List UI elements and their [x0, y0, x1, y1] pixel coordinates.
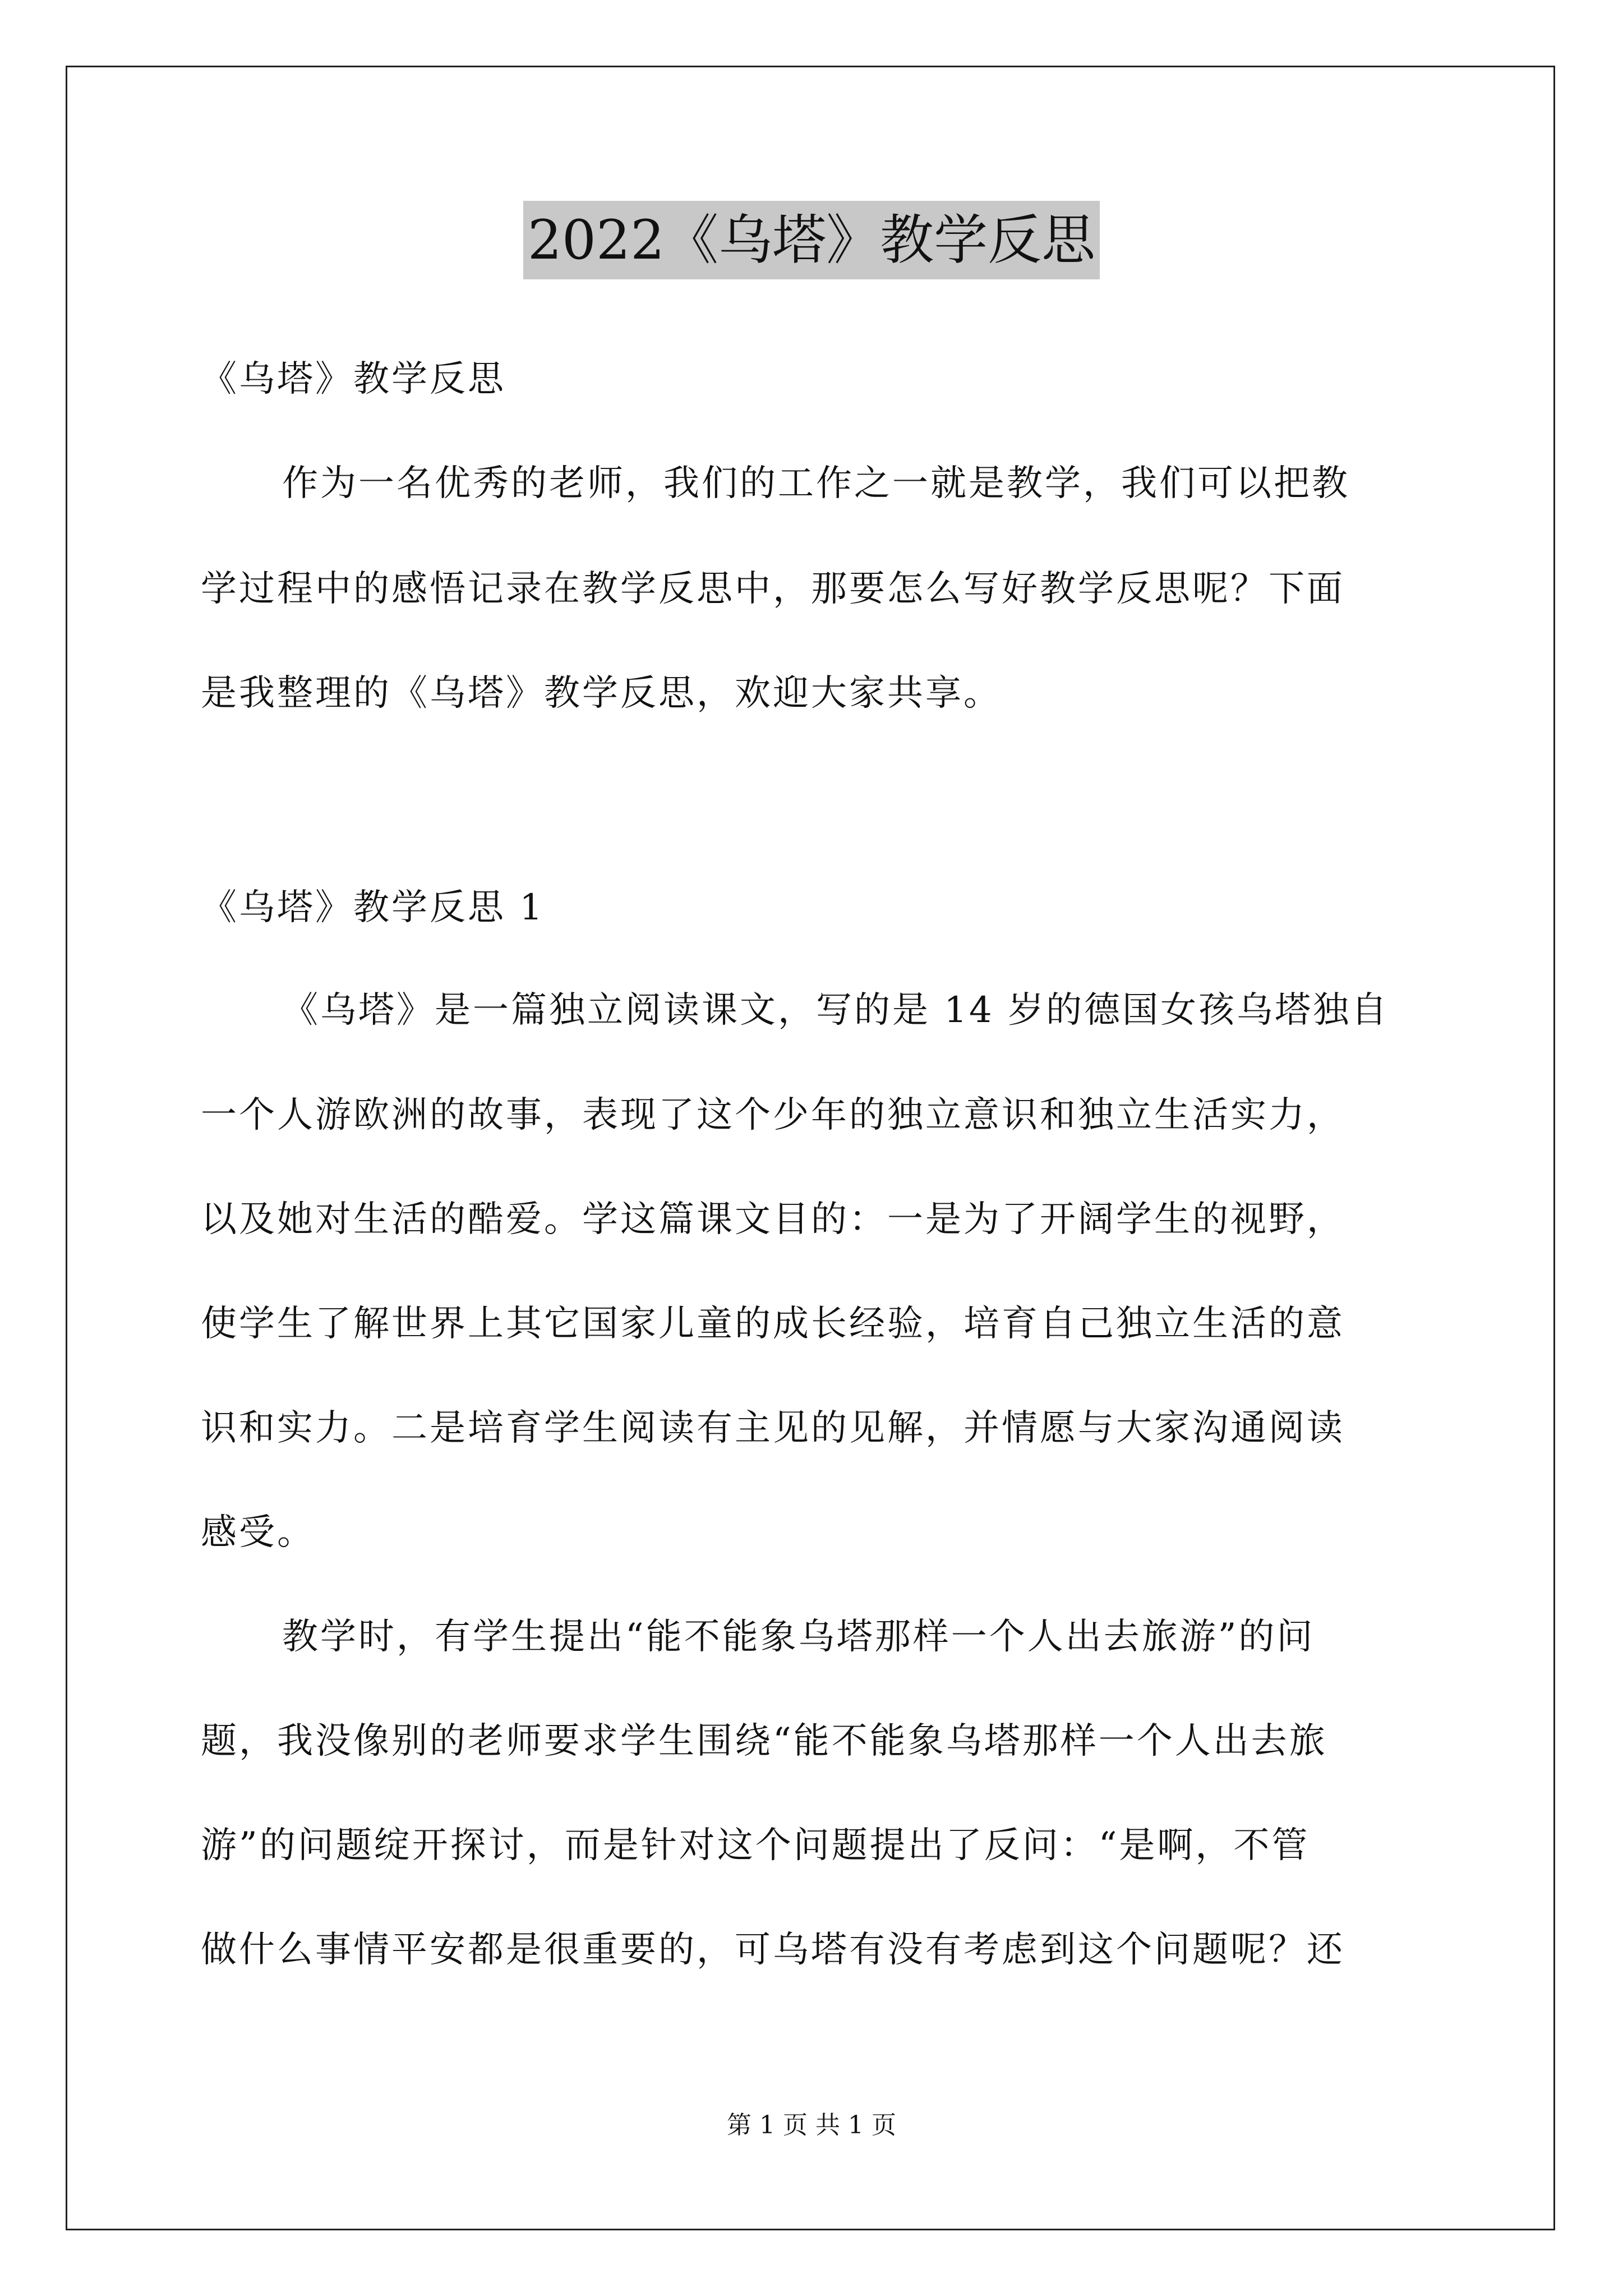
paragraph-line: 感受。 — [201, 1512, 315, 1553]
paragraph-line: 游”的问题绽开探讨，而是针对这个问题提出了反问：“是啊，不管 — [201, 1825, 1310, 1866]
intro-line: 作为一名优秀的老师，我们的工作之一就是教学，我们可以把教 — [282, 463, 1350, 504]
paragraph-line: 教学时，有学生提出“能不能象乌塔那样一个人出去旅游”的问 — [282, 1616, 1315, 1658]
paragraph-line: 使学生了解世界上其它国家儿童的成长经验，培育自己独立生活的意 — [201, 1303, 1345, 1345]
intro-heading: 《乌塔》教学反思 — [201, 358, 506, 400]
paragraph-line: 以及她对生活的酷爱。学这篇课文目的：一是为了开阔学生的视野， — [201, 1199, 1345, 1240]
document-title-text: 2022《乌塔》教学反思 — [523, 201, 1100, 279]
paragraph-line: 识和实力。二是培育学生阅读有主见的见解，并情愿与大家沟通阅读 — [201, 1407, 1345, 1449]
paragraph-line: 一个人游欧洲的故事，表现了这个少年的独立意识和独立生活实力， — [201, 1094, 1345, 1136]
page-footer: 第 1 页 共 1 页 — [727, 2111, 896, 2139]
paragraph-line: 《乌塔》是一篇独立阅读课文，写的是 14 岁的德国女孩乌塔独自 — [282, 990, 1390, 1031]
paragraph-line: 题，我没像别的老师要求学生围绕“能不能象乌塔那样一个人出去旅 — [201, 1720, 1327, 1762]
paragraph-line: 做什么事情平安都是很重要的，可乌塔有没有考虑到这个问题呢？还 — [201, 1929, 1345, 1971]
intro-line: 是我整理的《乌塔》教学反思，欢迎大家共享。 — [201, 673, 1002, 714]
intro-line: 学过程中的感悟记录在教学反思中，那要怎么写好教学反思呢？下面 — [201, 568, 1345, 610]
section-heading: 《乌塔》教学反思 1 — [201, 887, 545, 928]
document-title — [0, 201, 1623, 279]
